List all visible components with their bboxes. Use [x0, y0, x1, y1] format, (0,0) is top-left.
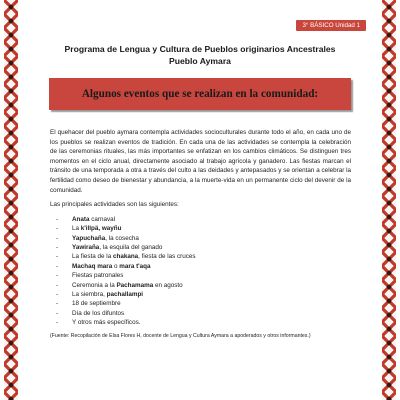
intro-paragraph: El quehacer del pueblo aymara contempla actividades socioculturales durante todo el año, en cada uno de los pueblos se realizan eventos de tradición. En cada una de las actividades se contempla la celebración de las ceremonias rituales, las más importantes se enfatizan en los cambios climáticos. Se distinguen tres momentos en el ciclo anual, directamente asociado al trabajo agrícola y ganadero. Las fiestas marcan el tránsito de una temporada a otra a través del culto a las deidades y antepasados y se orientan a celebrar la fertilidad como deseo de bienestar y abundancia, a la muerte-vida en un permanente ciclo del devenir de la comunidad.	[50, 129, 351, 194]
list-item: - Ceremonia a la Pachamama en agosto	[56, 281, 183, 289]
program-title: Programa de Lengua y Cultura de Pueblos originarios Ancestrales	[64, 44, 336, 54]
list-item: - La siembra, pachallampi	[56, 291, 144, 298]
activities-list	[50, 215, 351, 328]
list-item: - Yapuchaña, la cosecha	[56, 234, 139, 242]
page-header	[30, 43, 370, 67]
list-item: - 18 de septiembre	[56, 300, 121, 308]
list-item: - Yawiraña, la esquila del ganado	[56, 243, 163, 251]
list-item: - La fiesta de la chakana, fiesta de las cruces	[56, 253, 196, 261]
decorative-border-right	[382, 0, 396, 400]
section-banner	[49, 78, 351, 110]
list-item: - Machaq mara o mara t'aqa	[56, 262, 151, 270]
people-title: Pueblo Aymara	[169, 56, 231, 66]
list-item: - Anata carnaval	[56, 215, 116, 223]
banner-title: Algunos eventos que se realizan en la comunidad:	[81, 88, 319, 100]
list-item: - Día de los difuntos	[56, 309, 125, 317]
decorative-border-left	[4, 0, 18, 400]
list-item: - Fiestas patronales	[56, 272, 124, 280]
source-citation: (Fuente: Recopilación de Elsa Flores H, docente de Lengua y Cultura Aymara a apoderados y otros informantes.)	[50, 332, 311, 339]
list-item: - La k'illpä, wayñu	[56, 225, 122, 233]
list-intro: Las principales actividades son las siguientes:	[50, 201, 179, 209]
content-body	[50, 128, 351, 345]
list-item: - Y otros más específicos.	[56, 319, 141, 327]
grade-badge: 3° BÁSICO Unidad 1	[296, 20, 366, 31]
